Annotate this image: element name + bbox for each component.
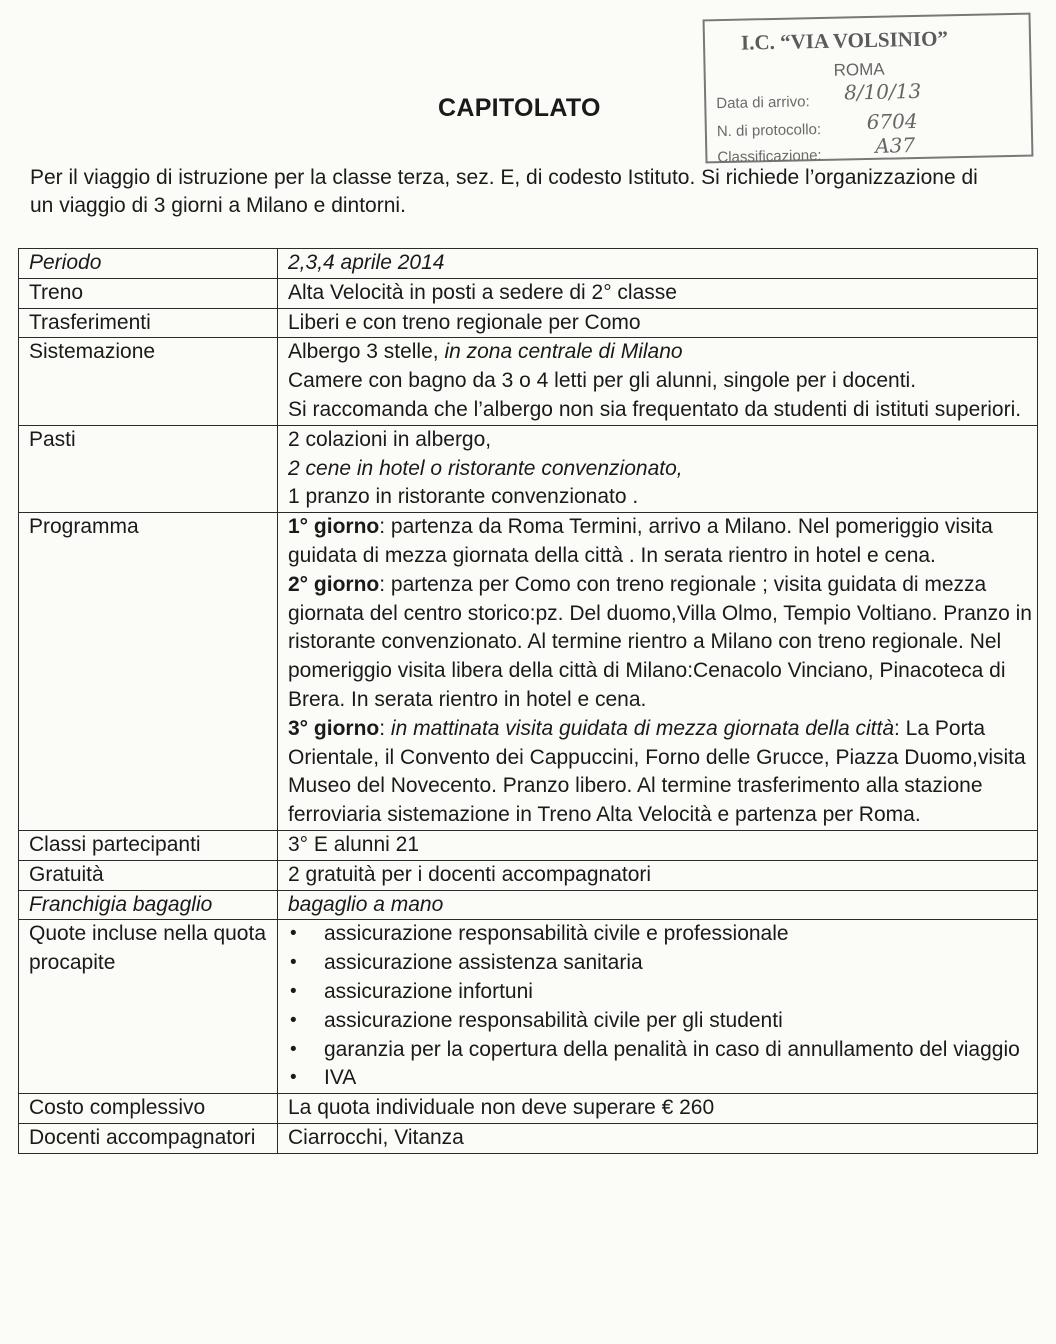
- table-row: [19, 1094, 1038, 1124]
- pasti-line-2: 2 cene in hotel o ristorante convenzionato,: [288, 456, 683, 480]
- row-value-quote: [278, 920, 1038, 1094]
- table-row: [19, 890, 1038, 920]
- sistemazione-zone: in zona centrale di Milano: [444, 340, 683, 364]
- row-value-gratuita: 2 gratuità per i docenti accompagnatori: [278, 860, 1038, 890]
- list-item: • garanzia per la copertura della penalità in caso di annullamento del viaggio: [288, 1036, 1033, 1065]
- pasti-line-1: 2 colazioni in albergo,: [288, 427, 492, 451]
- table-row: [19, 249, 1038, 279]
- stamp-classification-handwritten: A37: [874, 133, 916, 158]
- stamp-classification-label: Classificazione:: [717, 146, 822, 167]
- list-item: • IVA: [288, 1064, 1033, 1093]
- row-label-gratuita: Gratuità: [19, 860, 278, 890]
- table-row: [19, 338, 1038, 425]
- row-value-pasti: [278, 425, 1038, 512]
- list-item: • assicurazione responsabilità civile per gli studenti: [288, 1007, 1033, 1036]
- pasti-line-3: 1 pranzo in ristorante convenzionato .: [288, 485, 639, 509]
- stamp-protocol-handwritten: 6704: [866, 108, 918, 135]
- day-2-text: : partenza per Como con treno regionale ; visita guidata di mezza giornata del centro storico:pz. Del duomo,Villa Olmo, Tempio Voltiano. Pranzo in ristorante convenzionato. Al termine rientro a Milano con treno regionale. Nel pomeriggio visita libera della città di Milano:Cenacolo Vinciano, Pinacoteca di Brera. In serata rientro in hotel e cena.: [288, 572, 1032, 711]
- programma-day-1: [288, 513, 1033, 571]
- row-value-periodo: 2,3,4 aprile 2014: [278, 249, 1038, 279]
- stamp-arrival-handwritten: 8/10/13: [843, 78, 922, 105]
- day-3-text: : La Porta Orientale, il Convento dei Cappuccini, Forno delle Grucce, Piazza Duomo,visita Museo del Novecento. Pranzo libero. Al termine trasferimento alla stazione ferroviaria sistemazione in Treno Alta Velocità e partenza per Roma.: [288, 716, 1026, 827]
- list-item: • assicurazione assistenza sanitaria: [288, 949, 1033, 978]
- day-2-heading: 2° giorno: [288, 572, 380, 596]
- row-label-periodo: Periodo: [19, 249, 278, 279]
- table-row: [19, 425, 1038, 512]
- programma-day-3: [288, 715, 1033, 830]
- row-label-programma: Programma: [19, 513, 278, 831]
- specification-table: [18, 248, 1038, 1154]
- row-label-treno: Treno: [19, 278, 278, 308]
- row-label-quote: Quote incluse nella quota procapite: [19, 920, 278, 1094]
- list-item: • assicurazione infortuni: [288, 978, 1033, 1007]
- sistemazione-rooms: Camere con bagno da 3 o 4 letti per gli alunni, singole per i docenti.: [288, 369, 917, 393]
- table-row: [19, 308, 1038, 338]
- row-label-trasferimenti: Trasferimenti: [19, 308, 278, 338]
- stamp-city: ROMA: [833, 59, 885, 80]
- day-3-italic-text: in mattinata visita guidata di mezza giornata della città: [390, 716, 895, 740]
- protocol-stamp: [703, 13, 1034, 167]
- day-3-heading: 3° giorno: [288, 716, 380, 740]
- table-row: [19, 830, 1038, 860]
- day-1-heading: 1° giorno: [288, 515, 380, 539]
- row-value-franchigia: bagaglio a mano: [278, 890, 1038, 920]
- stamp-school-name: I.C. “VIA VOLSINIO”: [740, 26, 949, 55]
- quote-list: [288, 920, 1033, 1093]
- row-value-treno: Alta Velocità in posti a sedere di 2° classe: [278, 278, 1038, 308]
- stamp-protocol-label: N. di protocollo:: [716, 120, 822, 141]
- row-value-sistemazione: [278, 338, 1038, 425]
- row-value-trasferimenti: Liberi e con treno regionale per Como: [278, 308, 1038, 338]
- table-row: [19, 920, 1038, 1094]
- row-label-sistemazione: Sistemazione: [19, 338, 278, 425]
- sistemazione-hotel: Albergo 3 stelle,: [288, 340, 445, 364]
- sistemazione-line-1: [288, 338, 1033, 367]
- row-label-classi: Classi partecipanti: [19, 830, 278, 860]
- row-label-docenti: Docenti accompagnatori: [19, 1123, 278, 1153]
- row-value-programma: [278, 513, 1038, 831]
- row-label-franchigia: Franchigia bagaglio: [19, 890, 278, 920]
- day-1-text: : partenza da Roma Termini, arrivo a Milano. Nel pomeriggio visita guidata di mezza giornata della città . In serata rientro in hotel e cena.: [288, 515, 993, 567]
- intro-paragraph: Per il viaggio di istruzione per la classe terza, sez. E, di codesto Istituto. Si richiede l’organizzazione di un viaggio di 3 giorni a Milano e dintorni.: [30, 166, 978, 217]
- row-value-costo: La quota individuale non deve superare € 260: [278, 1094, 1038, 1124]
- stamp-arrival-label: Data di arrivo:: [716, 93, 810, 113]
- table-row: [19, 860, 1038, 890]
- page-title: CAPITOLATO: [438, 94, 601, 122]
- list-item: • assicurazione responsabilità civile e professionale: [288, 920, 1033, 949]
- row-value-classi: 3° E alunni 21: [278, 830, 1038, 860]
- row-label-pasti: Pasti: [19, 425, 278, 512]
- table-row: [19, 1123, 1038, 1153]
- row-value-docenti: Ciarrocchi, Vitanza: [278, 1123, 1038, 1153]
- row-label-costo: Costo complessivo: [19, 1094, 278, 1124]
- day-3-colon: :: [379, 716, 391, 740]
- sistemazione-note: Si raccomanda che l’albergo non sia frequentato da studenti di istituti superiori.: [288, 397, 1022, 421]
- table-row: [19, 513, 1038, 831]
- programma-day-2: [288, 571, 1033, 715]
- table-row: [19, 278, 1038, 308]
